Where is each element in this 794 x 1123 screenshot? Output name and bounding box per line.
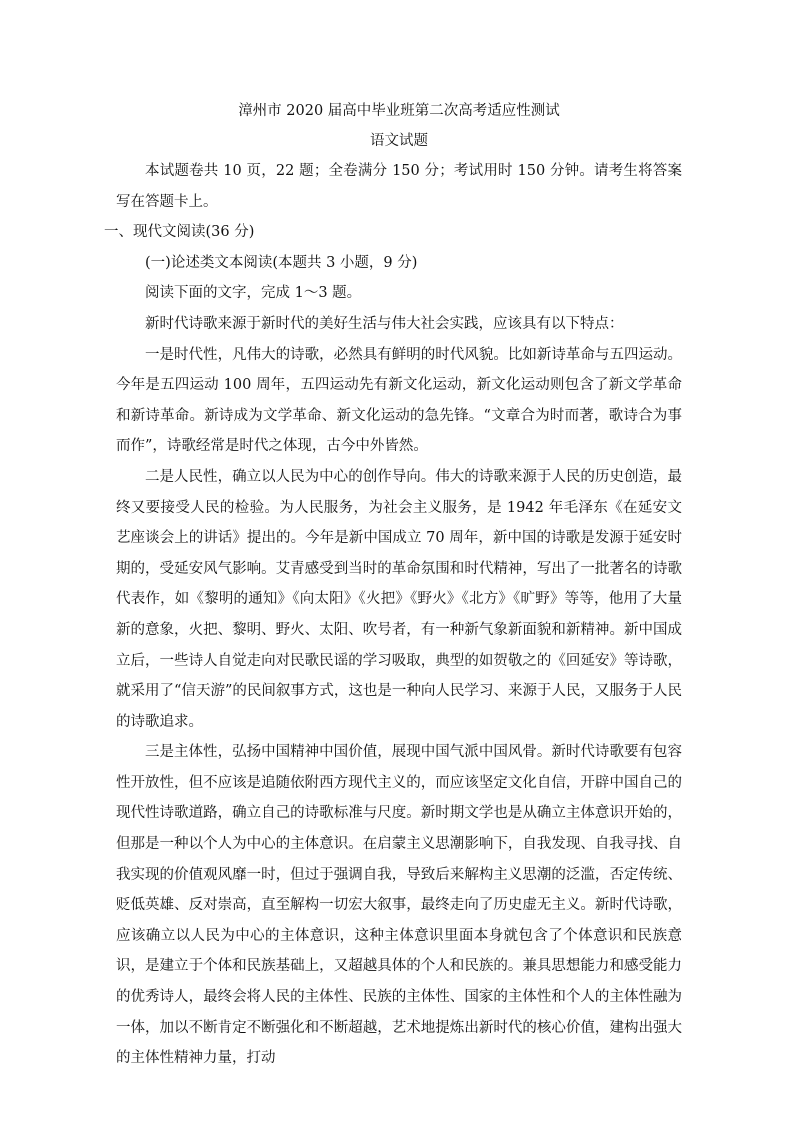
exam-page bbox=[104, 96, 682, 1074]
article-paragraph-3: 二是人民性，确立以人民为中心的创作导向。伟大的诗歌来源于人民的历史创造，最终又要接受人民的检验。为人民服务，为社会主义服务，是 1942 年毛泽东《在延安文艺座谈会上的讲话》提出的。今年是新中国成立 70 周年，新中国的诗歌是发源于延安时期的，受延安风气影响。艾青感受到当时的革命氛围和时代精神，写出了一批著名的诗歌代表作，如《黎明的通知》《向太阳》《火把》《野火》《北方》《旷野》等等，他用了大量新的意象，火把、黎明、野火、太阳、吹号者，有一种新气象新面貌和新精神。新中国成立后，一些诗人自觉走向对民歌民谣的学习吸取，典型的如贺敬之的《回延安》等诗歌，就采用了“信天游”的民间叙事方式，这也是一种向人民学习、来源于人民，又服务于人民的诗歌追求。 bbox=[116, 468, 682, 730]
exam-intro: 本试题卷共 10 页，22 题；全卷满分 150 分；考试用时 150 分钟。请考生将答案写在答题卡上。 bbox=[116, 163, 682, 210]
article-paragraph-4: 三是主体性，弘扬中国精神中国价值，展现中国气派中国风骨。新时代诗歌要有包容性开放性，但不应该是追随依附西方现代主义的，而应该坚定文化自信，开辟中国自己的现代性诗歌道路，确立自己的诗歌标准与尺度。新时期文学也是从确立主体意识开始的，但那是一种以个人为中心的主体意识。在启蒙主义思潮影响下，自我发现、自我寻找、自我实现的价值观风靡一时，但过于强调自我，导致后来解构主义思潮的泛滥，否定传统、贬低英雄、反对崇高，直至解构一切宏大叙事，最终走向了历史虚无主义。新时代诗歌，应该确立以人民为中心的主体意识，这种主体意识里面本身就包含了个体意识和民族意识，是建立于个体和民族基础上，又超越具体的个人和民族的。兼具思想能力和感受能力的优秀诗人，最终会将人民的主体性、民族的主体性、国家的主体性和个人的主体性融为一体，加以不断肯定不断强化和不断超越，艺术地提炼出新时代的核心价值，建构出强大的主体性精神力量，打动 bbox=[116, 744, 682, 1067]
section-heading: 一、现代文阅读(36 分) bbox=[104, 224, 255, 241]
article-paragraph-1: 新时代诗歌来源于新时代的美好生活与伟大社会实践，应该具有以下特点： bbox=[145, 315, 624, 332]
article-paragraph-2: 一是时代性，凡伟大的诗歌，必然具有鲜明的时代风貌。比如新诗革命与五四运动。今年是五四运动 100 周年，五四运动先有新文化运动，新文化运动则包含了新文学革命和新诗革命。新诗成为文学革命、新文化运动的急先锋。“文章合为时而著，歌诗合为事而作”，诗歌经常是时代之体现，古今中外皆然。 bbox=[116, 346, 682, 455]
sub-section-heading: (一)论述类文本阅读(本题共 3 小题，9 分) bbox=[145, 254, 418, 271]
exam-title: 漳州市 2020 届高中毕业班第二次高考适应性测试 bbox=[238, 103, 560, 119]
reading-instruction: 阅读下面的文字，完成 1～3 题。 bbox=[145, 285, 362, 302]
exam-subtitle: 语文试题 bbox=[370, 133, 428, 149]
